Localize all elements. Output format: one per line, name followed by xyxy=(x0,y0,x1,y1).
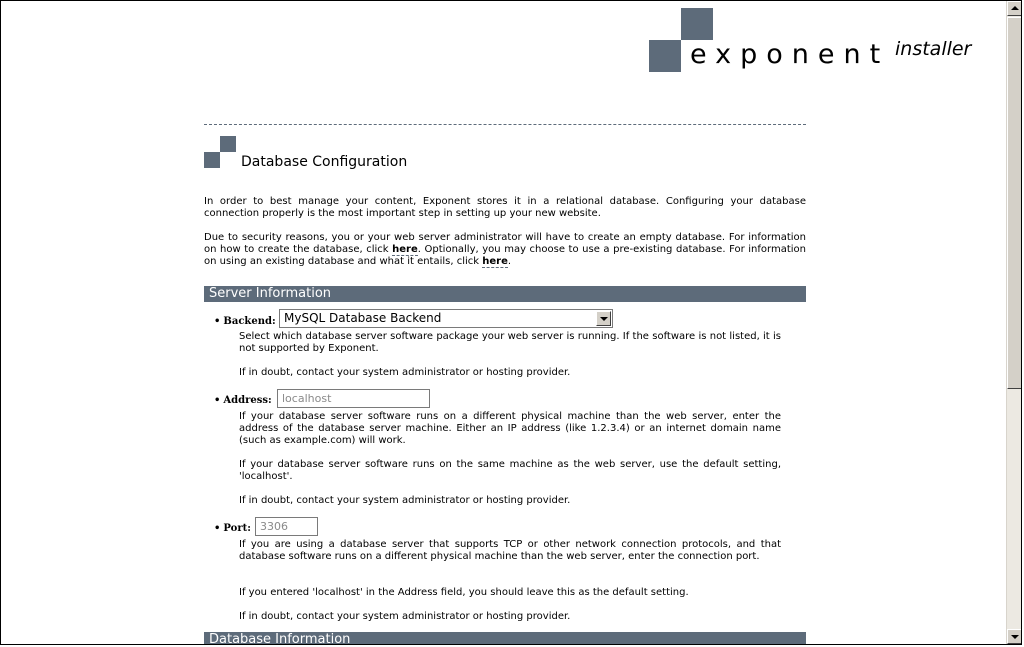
address-label: • Address: xyxy=(214,395,272,406)
logo-suffix: installer xyxy=(895,38,972,60)
page-title: Database Configuration xyxy=(241,154,408,170)
intro-paragraph-1: In order to best manage your content, Exponent stores it in a relational database. Configuring your database connection properly is the most important step in setting up your new website. xyxy=(204,196,806,219)
backend-help-2: If in doubt, contact your system administrator or hosting provider. xyxy=(239,367,571,378)
backend-select[interactable] xyxy=(279,309,613,328)
address-help-2: If your database server software runs on the same machine as the web server, use the default setting, 'localhost'. xyxy=(239,459,781,482)
heading-square-bottom xyxy=(204,152,220,168)
backend-label: • Backend: xyxy=(214,316,276,327)
chevron-down-icon[interactable] xyxy=(596,311,611,326)
backend-help-1: Select which database server software package your web server is running. If the software is not listed, it is not supported by Exponent. xyxy=(239,331,781,354)
port-help-1: If you are using a database server that supports TCP or other network connection protocols, and that database software runs on a different physical machine than the web server, enter the connection port. xyxy=(239,539,781,562)
port-help-2: If you entered 'localhost' in the Address field, you should leave this as the default setting. xyxy=(239,587,689,598)
vertical-scrollbar[interactable] xyxy=(1006,1,1022,645)
address-help-3: If in doubt, contact your system administrator or hosting provider. xyxy=(239,495,571,506)
intro-paragraph-2: Due to security reasons, you or your web server administrator will have to create an empty database. For information on how to create the database, click here. Optionally, you may choose to use a pre-existing database. For information on using an existing database and what it entails, click here. xyxy=(204,232,806,267)
address-help-1: If your database server software runs on a different physical machine than the web server, enter the address of the database server machine. Either an IP address (like 1.2.3.4) or an internet domain name (such as example.com) will work. xyxy=(239,411,781,446)
server-information-header: Server Information xyxy=(204,286,806,302)
port-label: • Port: xyxy=(214,523,251,534)
create-database-help-link[interactable]: here xyxy=(392,244,418,255)
backend-select-value: MySQL Database Backend xyxy=(284,311,442,325)
logo-square-bottom xyxy=(649,40,681,72)
port-help-3: If in doubt, contact your system administrator or hosting provider. xyxy=(239,611,571,622)
port-input[interactable]: 3306 xyxy=(255,517,318,536)
address-input[interactable]: localhost xyxy=(277,389,430,408)
logo-word: exponent xyxy=(690,39,890,70)
existing-database-help-link[interactable]: here xyxy=(482,256,508,267)
scrollbar-thumb[interactable] xyxy=(1007,17,1022,389)
heading-square-top xyxy=(220,136,236,152)
logo-square-top xyxy=(681,8,713,40)
scroll-down-button[interactable] xyxy=(1007,629,1022,644)
database-information-header: Database Information xyxy=(204,632,806,645)
scroll-up-button[interactable] xyxy=(1007,1,1022,16)
divider xyxy=(204,124,806,125)
